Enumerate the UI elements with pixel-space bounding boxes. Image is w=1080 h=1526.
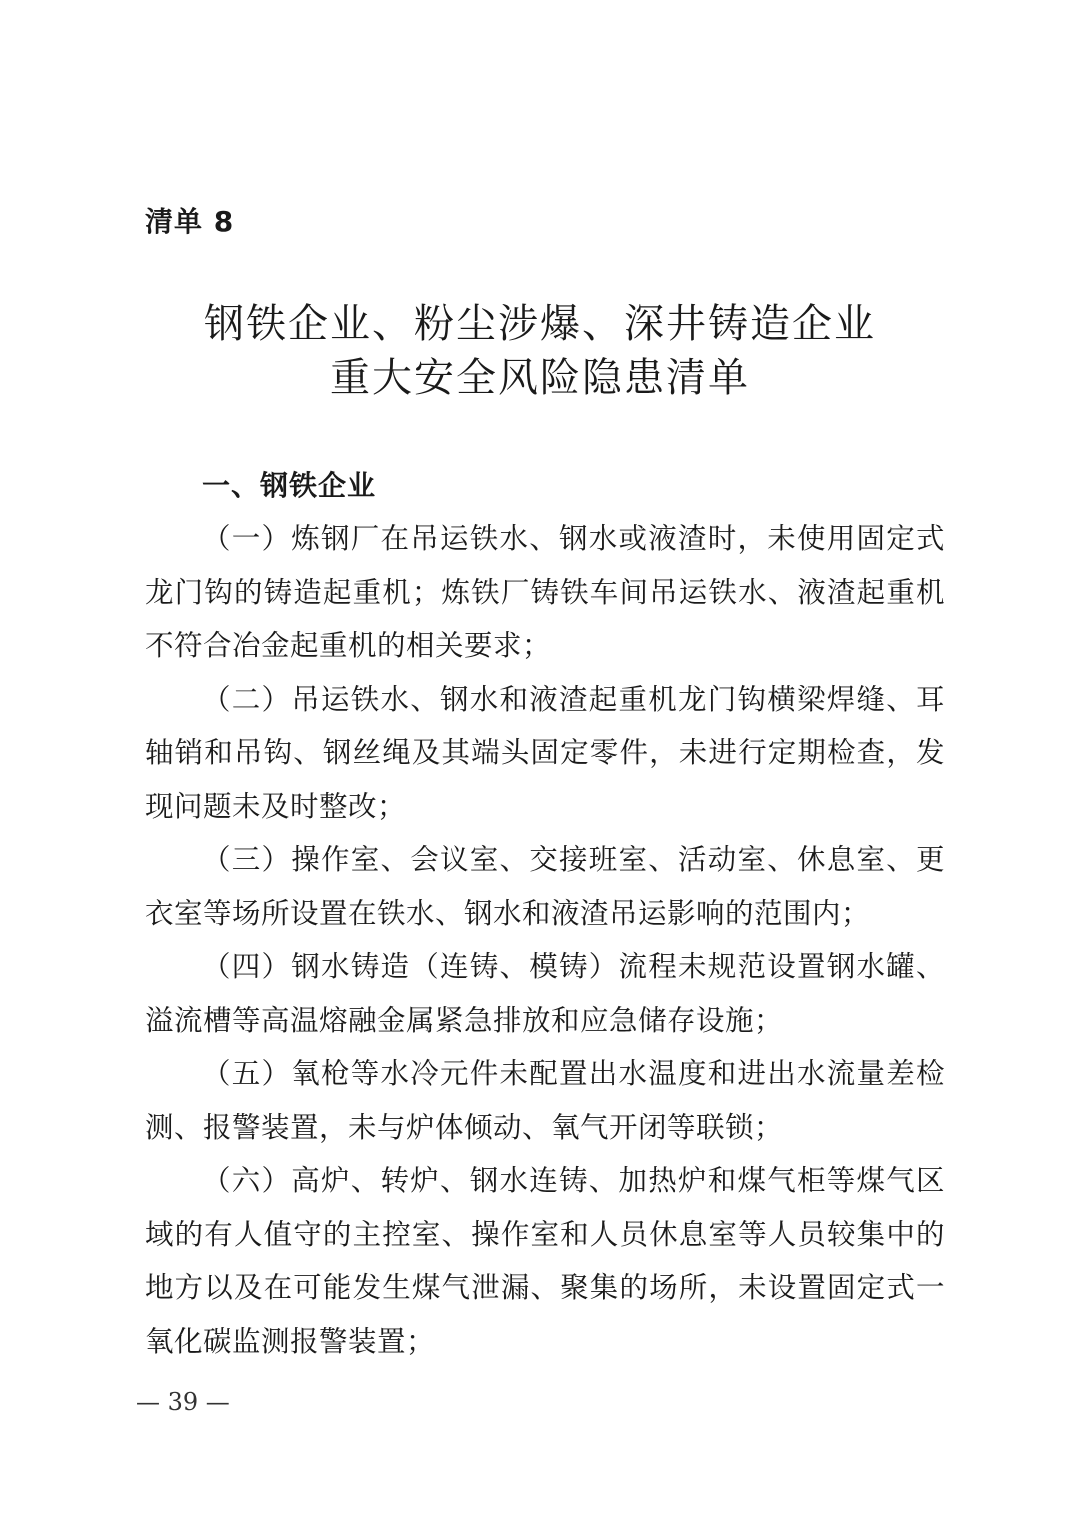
document-title-line-1: 钢铁企业、粉尘涉爆、深井铸造企业 xyxy=(204,301,876,347)
section-heading: 一、钢铁企业 xyxy=(202,469,377,502)
list-item: （四）钢水铸造（连铸、模铸）流程未规范设置钢水罐、溢流槽等高温熔融金属紧急排放和应急储存设施； xyxy=(145,950,945,1037)
list-item: （一）炼钢厂在吊运铁水、钢水或液渣时，未使用固定式龙门钩的铸造起重机；炼铁厂铸铁车间吊运铁水、液渣起重机不符合冶金起重机的相关要求； xyxy=(145,522,945,662)
list-item: （六）高炉、转炉、钢水连铸、加热炉和煤气柜等煤气区域的有人值守的主控室、操作室和人员休息室等人员较集中的地方以及在可能发生煤气泄漏、聚集的场所，未设置固定式一氧化碳监测报警装置； xyxy=(145,1164,945,1358)
list-item: （二）吊运铁水、钢水和液渣起重机龙门钩横梁焊缝、耳轴销和吊钩、钢丝绳及其端头固定零件，未进行定期检查，发现问题未及时整改； xyxy=(145,682,945,823)
list-item: （三）操作室、会议室、交接班室、活动室、休息室、更衣室等场所设置在铁水、钢水和液渣吊运影响的范围内； xyxy=(145,843,945,930)
document-body xyxy=(145,512,945,1368)
document-title-line-2: 重大安全风险隐患清单 xyxy=(330,355,750,401)
list-item: （五）氧枪等水冷元件未配置出水温度和进出水流量差检测、报警装置，未与炉体倾动、氧气开闭等联锁； xyxy=(145,1057,945,1144)
page-number: — 39 — xyxy=(136,1388,230,1416)
list-label: 清单 8 xyxy=(145,205,235,238)
